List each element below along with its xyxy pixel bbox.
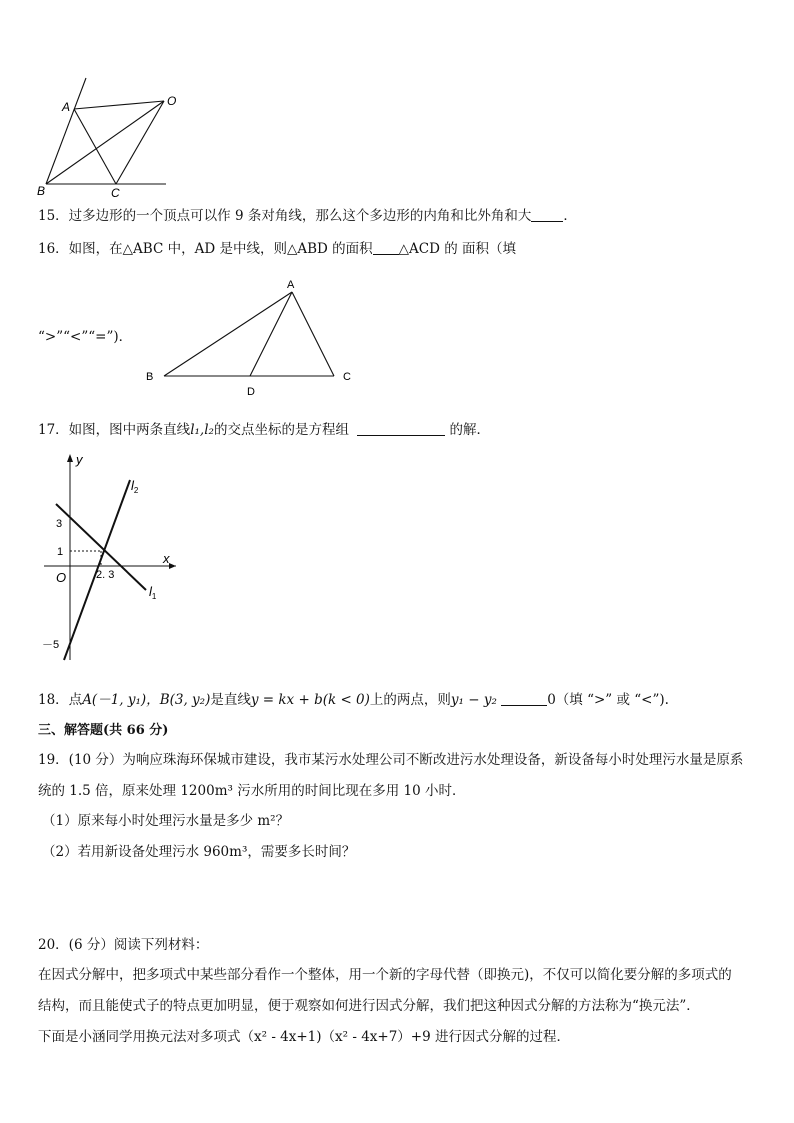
question-18: 18．点A(－1, y₁)，B(3, y₂)是直线y = kx + b(k < 0)上的两点，则y₁ − y₂ 0（填 “>” 或 “<”). <box>38 692 669 708</box>
answer-blank[interactable] <box>373 240 399 255</box>
answer-blank[interactable] <box>501 691 547 706</box>
question-20-line1: 20．(6 分）阅读下列材料： <box>38 937 209 953</box>
label-A: A <box>287 279 295 291</box>
label-l1: $l_1$ <box>149 584 157 601</box>
label-C: C <box>343 371 351 383</box>
section-3-title: 三、解答题(共 66 分) <box>38 723 169 738</box>
tick-y-neg5: －5 <box>42 639 60 651</box>
question-16-line1: 16．如图，在△ABC 中，AD 是中线，则△ABD 的面积 △ACD 的 面积（填 <box>38 241 517 257</box>
label-l2: $l_2$ <box>131 478 139 495</box>
tick-y-3: 3 <box>56 518 63 530</box>
tick-y-1: 1 <box>57 546 64 558</box>
question-16-line2: “>”“<”“=”)． <box>38 329 133 345</box>
question-19-line2: 统的 1.5 倍，原来处理 1200m³ 污水所用的时间比现在多用 10 小时． <box>38 783 466 799</box>
label-A: A <box>62 100 71 114</box>
label-O: O <box>167 94 177 108</box>
tick-x-2-3: 2. 3 <box>96 569 115 581</box>
question-19-sub2: （2）若用新设备处理污水 960m³，需要多长时间？ <box>42 844 356 860</box>
question-15: 15．过多边形的一个顶点可以作 9 条对角线，那么这个多边形的内角和比外角和大 ． <box>38 208 577 224</box>
question-20-line3: 结构，而且能使式子的特点更加明显，便于观察如何进行因式分解，我们把这种因式分解的方法称为“换元法”． <box>38 998 700 1014</box>
question-19-sub1: （1）原来每小时处理污水量是多少 m²？ <box>42 813 290 829</box>
label-x-axis: x <box>163 551 170 566</box>
figure-parallelogram <box>30 74 180 199</box>
question-20-line4: 下面是小涵同学用换元法对多项式（x² - 4x+1)（x² - 4x+7）+9 进行因式分解的过程． <box>38 1029 571 1045</box>
label-D: D <box>247 386 255 398</box>
question-20-line2: 在因式分解中，把多项式中某些部分看作一个整体，用一个新的字母代替（即换元)，不仅可以简化要分解的多项式的 <box>38 967 732 983</box>
figure-triangle <box>140 276 360 398</box>
label-y-axis: y <box>76 452 83 467</box>
question-17: 17．如图，图中两条直线l₁,l₂的交点坐标的是方程组 的解． <box>38 422 491 438</box>
answer-blank[interactable] <box>531 207 563 222</box>
figure-coordinate-plane <box>36 450 186 665</box>
answer-blank[interactable] <box>357 421 445 436</box>
label-origin: O <box>56 570 67 585</box>
label-B: B <box>146 371 154 383</box>
label-C: C <box>111 186 120 200</box>
question-19-line1: 19．(10 分）为响应珠海环保城市建设，我市某污水处理公司不断改进污水处理设备，新设备每小时处理污水量是原系 <box>38 752 744 768</box>
label-B: B <box>37 184 46 198</box>
